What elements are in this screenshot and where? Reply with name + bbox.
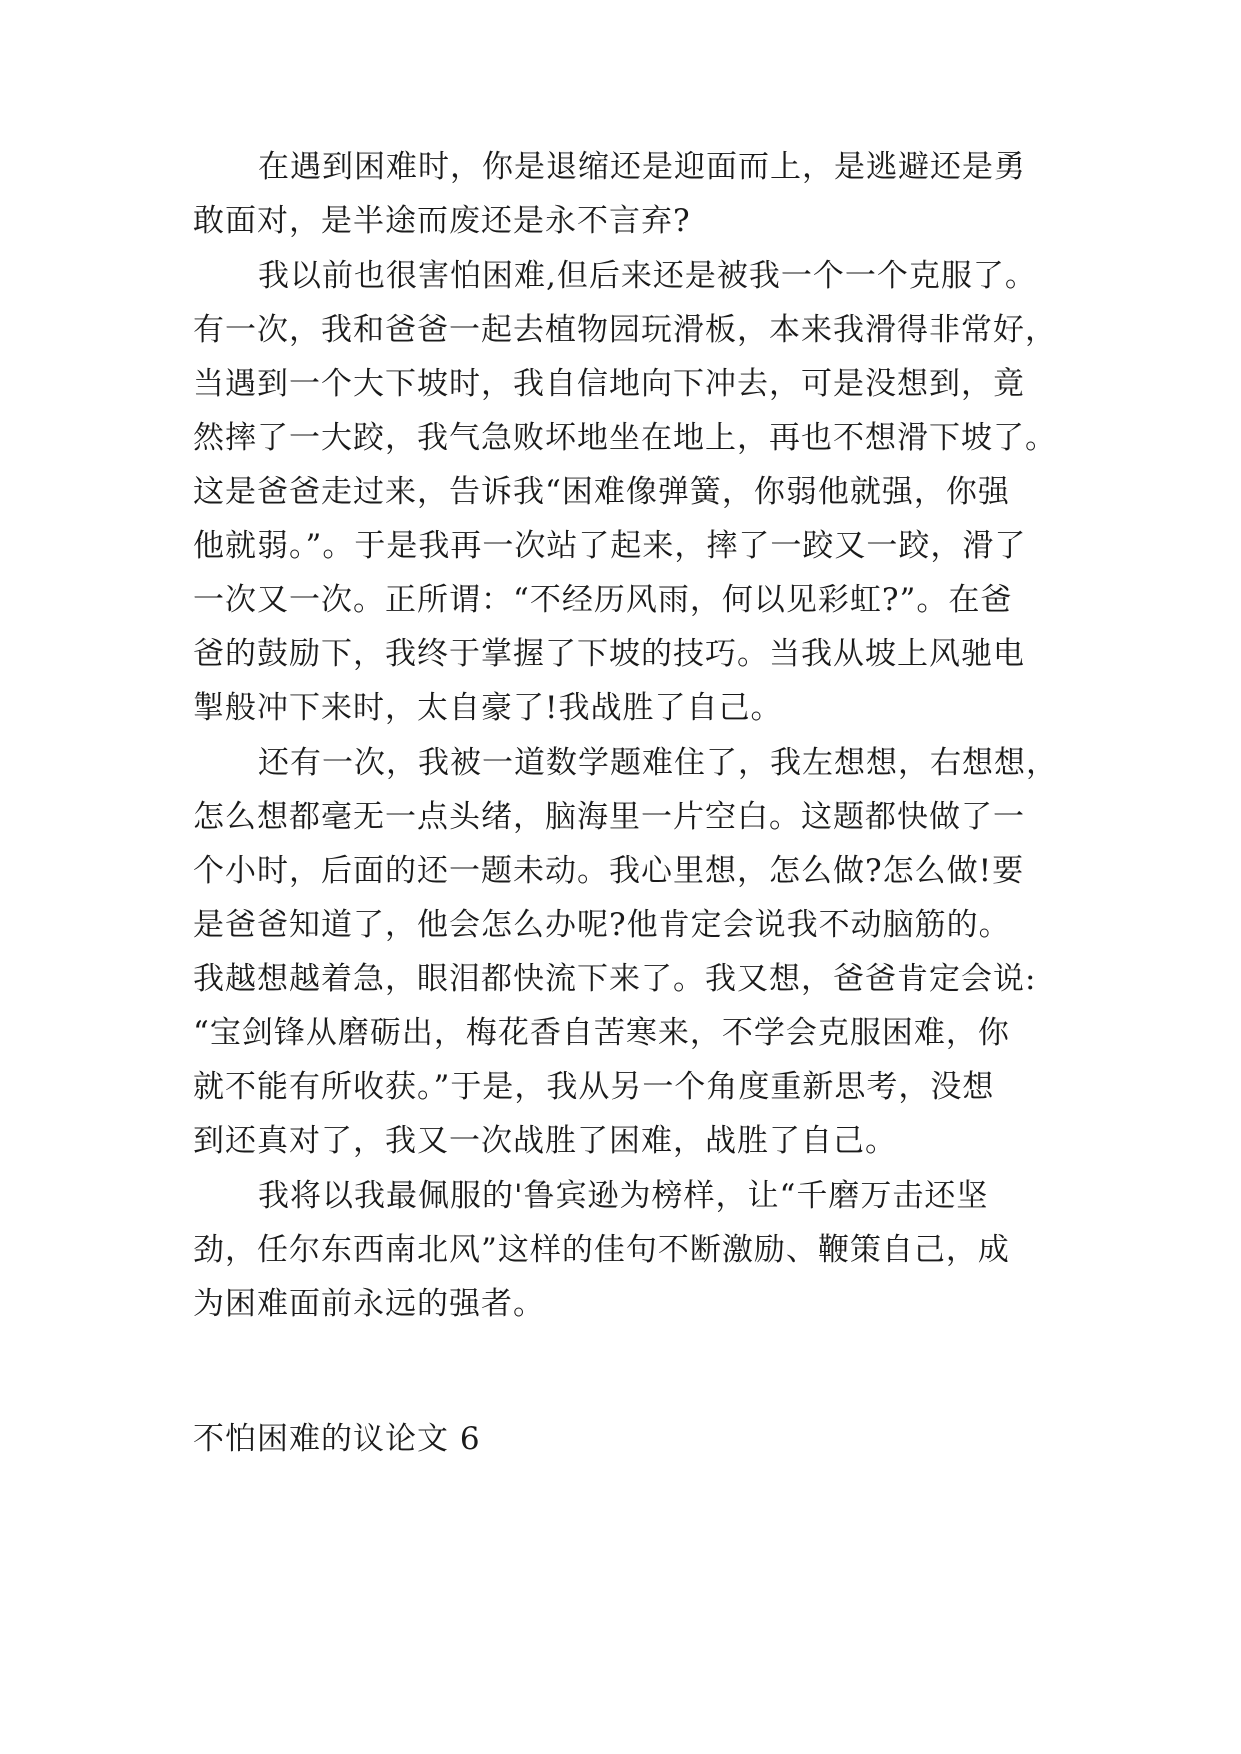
paragraph-2-line-5: 这是爸爸走过来，告诉我“困难像弹簧，你弱他就强，你强: [193, 474, 1010, 510]
paragraph-3-line-7: 就不能有所收获。”于是，我从另一个角度重新思考，没想: [193, 1069, 995, 1105]
paragraph-2-line-1: 我以前也很害怕困难,但后来还是被我一个一个克服了。: [258, 258, 1037, 294]
paragraph-2-line-9: 掣般冲下来时，太自豪了!我战胜了自己。: [193, 690, 783, 726]
paragraph-1-line-2: 敢面对，是半途而废还是永不言弃?: [193, 203, 691, 239]
paragraph-2-line-3: 当遇到一个大下坡时，我自信地向下冲去，可是没想到，竟: [193, 366, 1025, 402]
paragraph-3-line-3: 个小时，后面的还一题未动。我心里想，怎么做?怎么做!要: [193, 853, 1025, 889]
paragraph-4-line-2: 劲，任尔东西南北风”这样的佳句不断激励、鞭策自己，成: [193, 1232, 1010, 1268]
paragraph-3-line-6: “宝剑锋从磨砺出，梅花香自苦寒来，不学会克服困难，你: [193, 1015, 1010, 1051]
paragraph-3-line-4: 是爸爸知道了，他会怎么办呢?他肯定会说我不动脑筋的。: [193, 907, 1011, 943]
paragraph-2-line-6: 他就弱。”。于是我再一次站了起来，摔了一跤又一跤，滑了: [193, 528, 1027, 564]
paragraph-1-line-1: 在遇到困难时，你是退缩还是迎面而上，是逃避还是勇: [258, 149, 1026, 185]
paragraph-4-line-3: 为困难面前永远的强者。: [193, 1286, 545, 1322]
paragraph-2-line-7: 一次又一次。正所谓：“不经历风雨，何以见彩虹?”。在爸: [193, 582, 1013, 618]
paragraph-3-line-8: 到还真对了，我又一次战胜了困难，战胜了自己。: [193, 1123, 897, 1159]
paragraph-2-line-8: 爸的鼓励下，我终于掌握了下坡的技巧。当我从坡上风驰电: [193, 636, 1025, 672]
section-heading: 不怕困难的议论文 6: [193, 1421, 481, 1457]
paragraph-2-line-4: 然摔了一大跤，我气急败坏地坐在地上，再也不想滑下坡了。: [193, 420, 1057, 456]
paragraph-2-line-2: 有一次，我和爸爸一起去植物园玩滑板，本来我滑得非常好，: [193, 312, 1057, 348]
paragraph-3-line-1: 还有一次，我被一道数学题难住了，我左想想，右想想，: [258, 745, 1058, 781]
paragraph-3-line-2: 怎么想都毫无一点头绪，脑海里一片空白。这题都快做了一: [193, 799, 1025, 835]
paragraph-3-line-5: 我越想越着急，眼泪都快流下来了。我又想，爸爸肯定会说:: [193, 961, 1037, 997]
paragraph-4-line-1: 我将以我最佩服的'鲁宾逊为榜样，让“千磨万击还坚: [258, 1178, 989, 1214]
